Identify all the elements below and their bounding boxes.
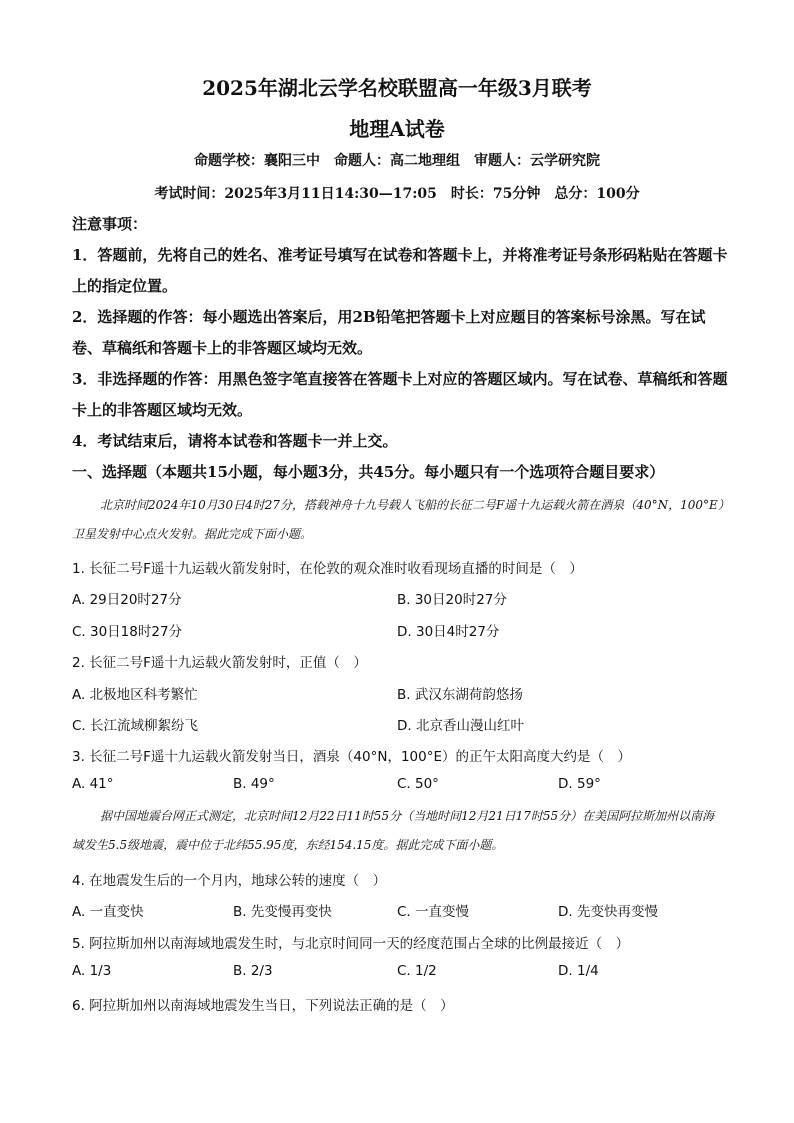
question-2-option-a: A. 北极地区科考繁忙 bbox=[72, 687, 198, 703]
question-5-stem: 5. 阿拉斯加州以南海域地震发生时，与北京时间同一天的经度范围占全球的比例最接近（ ） bbox=[72, 936, 630, 952]
question-4-option-d: D. 先变快再变慢 bbox=[558, 904, 658, 920]
exam-info: 考试时间：2025年3月11日14:30—17:05 时长：75分钟 总分：100分 bbox=[154, 186, 640, 202]
exam-title: 2025年湖北云学名校联盟高一年级3月联考 bbox=[202, 76, 592, 100]
exam-subtitle: 地理A试卷 bbox=[349, 117, 445, 141]
notice-heading: 注意事项： bbox=[72, 215, 148, 233]
question-4-option-a: A. 一直变快 bbox=[72, 904, 144, 920]
question-1-option-d: D. 30日4时27分 bbox=[397, 624, 500, 640]
notice-item-4: 4．考试结束后，请将本试卷和答题卡一并上交。 bbox=[72, 432, 398, 450]
notice-item-1: 1．答题前，先将自己的姓名、准考证号填写在试卷和答题卡上，并将准考证号条形码粘贴在答题卡上的指定位置。 bbox=[72, 246, 728, 295]
question-3-option-c: C. 50° bbox=[397, 776, 439, 792]
section-heading: 一、选择题（本题共15小题，每小题3分，共45分。每小题只有一个选项符合题目要求） bbox=[72, 463, 665, 481]
question-4-option-b: B. 先变慢再变快 bbox=[233, 904, 332, 920]
question-1-option-c: C. 30日18时27分 bbox=[72, 624, 183, 640]
question-6-stem: 6. 阿拉斯加州以南海域地震发生当日，下列说法正确的是（ ） bbox=[72, 998, 454, 1014]
question-2-option-d: D. 北京香山漫山红叶 bbox=[397, 718, 524, 734]
question-5-option-d: D. 1/4 bbox=[558, 963, 599, 979]
question-1-stem: 1. 长征二号F遥十九运载火箭发射时，在伦敦的观众准时收看现场直播的时间是（ ） bbox=[72, 561, 583, 577]
question-2-option-b: B. 武汉东湖荷韵悠扬 bbox=[397, 687, 523, 703]
question-5-option-b: B. 2/3 bbox=[233, 963, 273, 979]
question-2-stem: 2. 长征二号F遥十九运载火箭发射时，正值（ ） bbox=[72, 655, 367, 671]
notice-item-3: 3．非选择题的作答：用黑色签字笔直接答在答题卡上对应的答题区域内。写在试卷、草稿纸和答题卡上的非答题区域均无效。 bbox=[72, 370, 728, 419]
question-2-option-c: C. 长江流域柳絮纷飞 bbox=[72, 718, 199, 734]
question-5-option-a: A. 1/3 bbox=[72, 963, 112, 979]
notice-item-2: 2．选择题的作答：每小题选出答案后，用2B铅笔把答题卡上对应题目的答案标号涂黑。写在试卷、草稿纸和答题卡上的非答题区域均无效。 bbox=[72, 308, 706, 357]
question-3-option-d: D. 59° bbox=[558, 776, 601, 792]
question-4-stem: 4. 在地震发生后的一个月内，地球公转的速度（ ） bbox=[72, 873, 387, 889]
question-3-option-a: A. 41° bbox=[72, 776, 114, 792]
passage-2: 据中国地震台网正式测定，北京时间12月22日11时55分（当地时间12月21日17时55分）在美国阿拉斯加州以南海域发生5.5级地震，震中位于北纬55.95度，东经154.15度。据此完成下面小题。 bbox=[72, 809, 715, 852]
question-4-option-c: C. 一直变慢 bbox=[397, 904, 470, 920]
question-1-option-b: B. 30日20时27分 bbox=[397, 592, 507, 608]
question-3-option-b: B. 49° bbox=[233, 776, 275, 792]
exam-authors: 命题学校：襄阳三中 命题人：高二地理组 审题人：云学研究院 bbox=[194, 153, 600, 169]
question-3-stem: 3. 长征二号F遥十九运载火箭发射当日，酒泉（40°N，100°E）的正午太阳高度大约是（ ） bbox=[72, 749, 632, 765]
question-1-option-a: A. 29日20时27分 bbox=[72, 592, 182, 608]
question-5-option-c: C. 1/2 bbox=[397, 963, 437, 979]
passage-1: 北京时间2024年10月30日4时27分，搭载神舟十九号载人飞船的长征二号F遥十九运载火箭在酒泉（40°N，100°E）卫星发射中心点火发射。据此完成下面小题。 bbox=[72, 498, 724, 541]
